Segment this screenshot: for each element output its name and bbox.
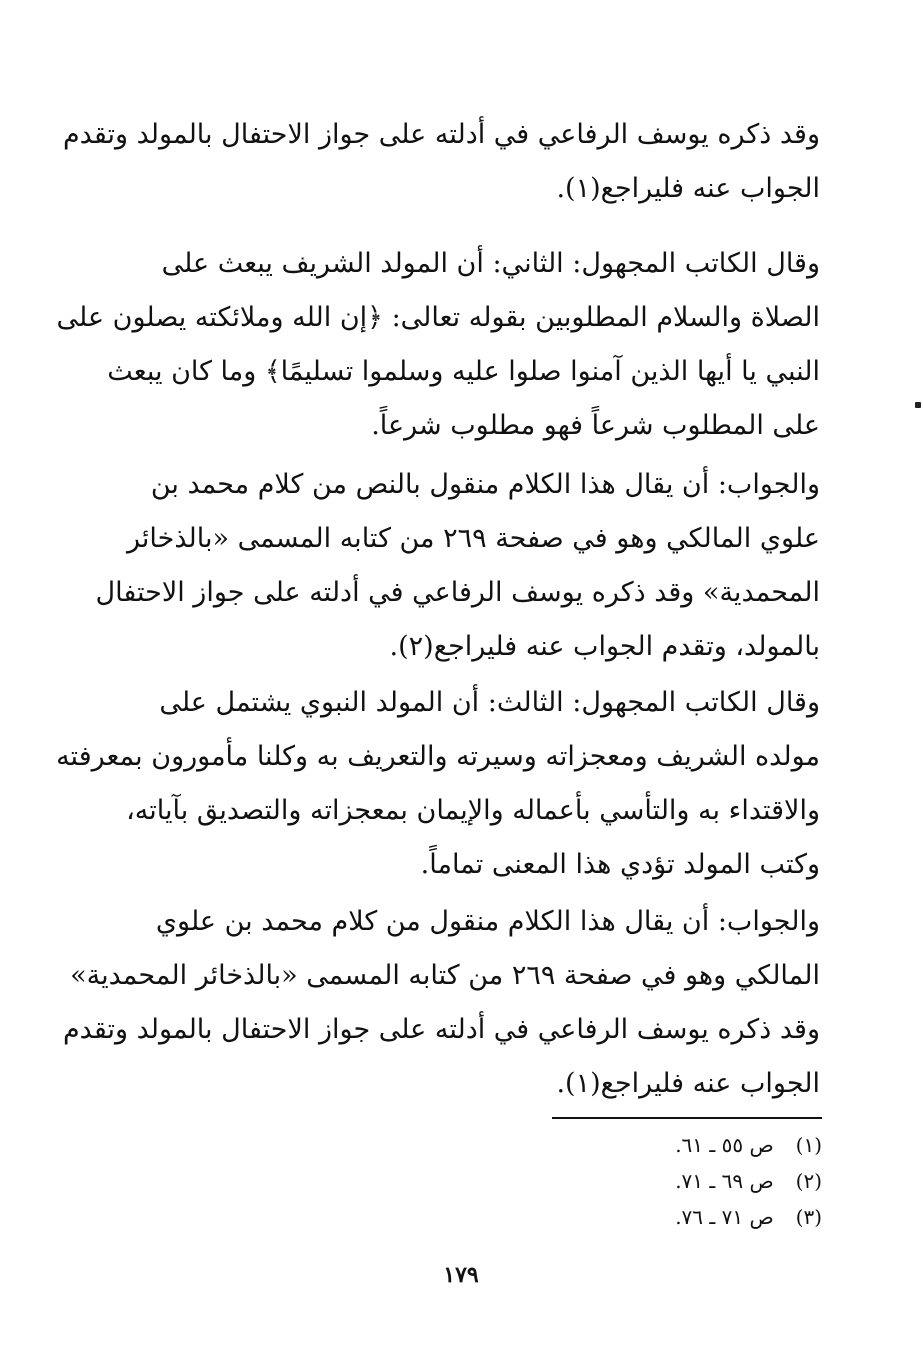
text-line: علوي المالكي وهو في صفحة ٢٦٩ من كتابه المسمى «بالذخائر xyxy=(127,523,820,554)
footnote-1 xyxy=(560,1127,822,1163)
footnote-text: ص ٥٥ ـ ٦١. xyxy=(675,1133,774,1157)
text-line: المحمدية» وقد ذكره يوسف الرفاعي في أدلته على جواز الاحتفال xyxy=(95,577,820,608)
text-line: الصلاة والسلام المطلوبين بقوله تعالى: ﴿إن الله وملائكته يصلون على xyxy=(56,302,820,333)
text-line: النبي يا أيها الذين آمنوا صلوا عليه وسلموا تسليمًا﴾ وما كان يبعث xyxy=(107,356,820,387)
text-line: وكتب المولد تؤدي هذا المعنى تماماً. xyxy=(420,849,820,880)
footnotes xyxy=(560,1127,822,1235)
footnote-number: (٢) xyxy=(795,1169,822,1193)
paragraph-3 xyxy=(95,458,820,674)
footnote-number: (٣) xyxy=(795,1205,822,1229)
text-line: الجواب عنه فليراجع(١). xyxy=(556,1068,820,1099)
footnote-3 xyxy=(560,1199,822,1235)
text-line: وقد ذكره يوسف الرفاعي في أدلته على جواز الاحتفال بالمولد وتقدم xyxy=(62,1014,820,1045)
text-line: على المطلوب شرعاً فهو مطلوب شرعاً. xyxy=(371,410,820,441)
text-line: بالمولد، وتقدم الجواب عنه فليراجع(٢). xyxy=(389,631,820,662)
text-line: والجواب: أن يقال هذا الكلام منقول من كلام محمد بن علوي xyxy=(155,906,820,937)
text-line: الجواب عنه فليراجع(١). xyxy=(556,173,820,204)
text-line: والاقتداء به والتأسي بأعماله والإيمان بمعجزاته والتصديق بآياته، xyxy=(126,795,820,826)
page-number: ١٧٩ xyxy=(443,1262,479,1288)
footnote-separator xyxy=(552,1117,822,1119)
paragraph-2 xyxy=(56,237,820,453)
text-line: وقال الكاتب المجهول: الثالث: أن المولد النبوي يشتمل على xyxy=(159,687,820,718)
paragraph-5 xyxy=(62,895,820,1111)
text-line: وقد ذكره يوسف الرفاعي في أدلته على جواز الاحتفال بالمولد وتقدم xyxy=(62,119,820,150)
scan-speck xyxy=(915,402,921,408)
paragraph-4 xyxy=(56,676,820,892)
text-line: المالكي وهو في صفحة ٢٦٩ من كتابه المسمى «بالذخائر المحمدية» xyxy=(70,960,820,991)
text-line: مولده الشريف ومعجزاته وسيرته والتعريف به وكلنا مأمورون بمعرفته xyxy=(56,741,820,772)
footnote-text: ص ٧١ ـ ٧٦. xyxy=(675,1205,774,1229)
footnote-2 xyxy=(560,1163,822,1199)
text-line: وقال الكاتب المجهول: الثاني: أن المولد الشريف يبعث على xyxy=(161,248,820,279)
footnote-text: ص ٦٩ ـ ٧١. xyxy=(675,1169,774,1193)
text-line: والجواب: أن يقال هذا الكلام منقول بالنص من كلام محمد بن xyxy=(150,469,820,500)
footnote-number: (١) xyxy=(795,1133,822,1157)
paragraph-1 xyxy=(62,108,820,216)
